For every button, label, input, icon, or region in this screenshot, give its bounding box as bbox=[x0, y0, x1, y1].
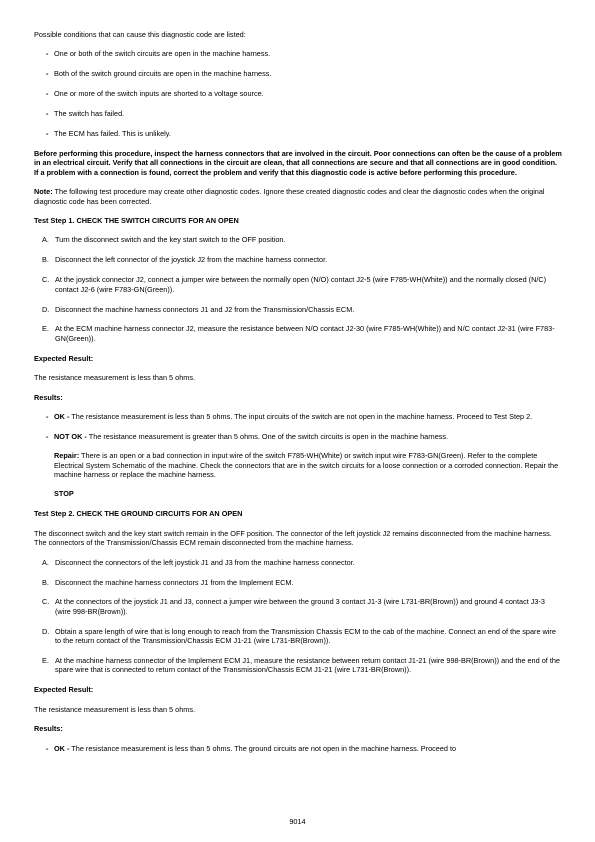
step1-list bbox=[34, 235, 562, 343]
page-number: 9014 bbox=[289, 817, 306, 826]
ok-label: OK - bbox=[54, 743, 70, 753]
step1-title: Test Step 1. CHECK THE SWITCH CIRCUITS FOR AN OPEN bbox=[34, 215, 239, 225]
item-marker: A. bbox=[42, 235, 49, 245]
item-marker: E. bbox=[42, 656, 49, 666]
stop-label: STOP bbox=[54, 489, 74, 499]
list-item bbox=[42, 656, 562, 675]
item-marker: D. bbox=[42, 626, 50, 636]
conditions-list bbox=[34, 49, 562, 138]
step1-expected-text: The resistance measurement is less than 5 ohms. bbox=[34, 373, 196, 383]
step2-expected-label: Expected Result: bbox=[34, 685, 94, 695]
note-label: Note: bbox=[34, 187, 53, 197]
list-item bbox=[42, 627, 562, 646]
list-item: - Both of the switch ground circuits are open in the machine harness. bbox=[46, 69, 562, 78]
item-text: Disconnect the connectors of the left joystick J1 and J3 from the machine harness connector. bbox=[55, 557, 355, 567]
list-item: - One or both of the switch circuits are open in the machine harness. bbox=[46, 49, 562, 58]
warning-paragraph: Before performing this procedure, inspect the harness connectors that are involved in the circuit. Poor connections can often be the cause of a problem in an electrical circuit. Verify that all connections in the circuit are clean, that all connections are secure and that all connections are in good condition. If a problem with a connection is found, correct the problem and verify that this diagnostic code is active before performing this procedure. bbox=[34, 148, 562, 177]
result-not-ok bbox=[46, 432, 562, 499]
result-ok bbox=[46, 744, 562, 753]
item-text: At the joystick connector J2, connect a jumper wire between the normally open (N/O) contact J2-5 (wire F785-WH(White)) and the normally closed (N/C) contact J2-6 (wire F783-GN(Green)). bbox=[55, 275, 547, 294]
list-item bbox=[42, 578, 562, 587]
list-item bbox=[42, 558, 562, 567]
step2-intro: The disconnect switch and the key start switch remain in the OFF position. The connector of the left joystick J2 remains disconnected from the machine harness. The connectors of the Transmission/Chassis ECM remain disconnected from the machine harness. bbox=[34, 528, 552, 548]
ok-label: OK - bbox=[54, 411, 70, 421]
item-marker: B. bbox=[42, 255, 49, 265]
item-text: Turn the disconnect switch and the key start switch to the OFF position. bbox=[55, 235, 286, 245]
repair-text: There is an open or a bad connection in input wire of the switch F785-WH(White) or switch input wire F783-GN(Green). Refer to the complete Electrical System Schematic of the machine. Check the connectors that are in the switch circuits for a loose connection or a corroded connection. Repair the machine harness or replace the machine harness. bbox=[54, 451, 559, 480]
step2-expected-text: The resistance measurement is less than 5 ohms. bbox=[34, 704, 196, 714]
item-text: Obtain a spare length of wire that is long enough to reach from the Transmission Chassis ECM to the cab of the machine. Connect an end of the spare wire to the return contact of the Transmission/Chassis ECM J1-21 (wire L731-BR(Brown)). bbox=[55, 626, 556, 646]
step1-results-list bbox=[34, 412, 562, 499]
item-text: At the connectors of the joystick J1 and J3, connect a jumper wire between the ground 3 contact J1-3 (wire L731-BR(Brown)) and ground 4 contact J3-3 (wire 998-BR(Brown)). bbox=[55, 597, 545, 616]
step2-title: Test Step 2. CHECK THE GROUND CIRCUITS FOR AN OPEN bbox=[34, 509, 243, 519]
list-item bbox=[42, 305, 562, 314]
item-marker: E. bbox=[42, 324, 49, 334]
list-item: - The ECM has failed. This is unlikely. bbox=[46, 129, 562, 138]
result-ok bbox=[46, 412, 562, 421]
item-text: At the ECM machine harness connector J2, measure the resistance between N/O contact J2-30 (wire F785-WH(White)) and N/C contact J2-31 (wire F783-GN(Green)). bbox=[55, 324, 555, 343]
repair-label: Repair: bbox=[54, 451, 80, 461]
list-item bbox=[42, 255, 562, 264]
list-item: - The switch has failed. bbox=[46, 109, 562, 118]
list-item: - One or more of the switch inputs are shorted to a voltage source. bbox=[46, 89, 562, 98]
step1-expected-label: Expected Result: bbox=[34, 353, 94, 363]
not-ok-text: The resistance measurement is greater than 5 ohms. One of the switch circuits is open in the machine harness. bbox=[86, 431, 449, 441]
ok-text: The resistance measurement is less than 5 ohms. The input circuits of the switch are not open in the machine harness. Proceed to Test Step 2. bbox=[69, 411, 533, 421]
list-item bbox=[42, 597, 562, 616]
note-text: The following test procedure may create other diagnostic codes. Ignore these created diagnostic codes and clear the diagnostic codes when the original diagnostic code has been corrected. bbox=[34, 187, 545, 206]
item-marker: C. bbox=[42, 275, 50, 285]
step1-results-label: Results: bbox=[34, 392, 63, 402]
item-marker: B. bbox=[42, 577, 49, 587]
note-paragraph bbox=[34, 187, 562, 206]
item-marker: A. bbox=[42, 557, 49, 567]
list-item bbox=[42, 235, 562, 244]
intro-text: Possible conditions that can cause this diagnostic code are listed: bbox=[34, 30, 246, 39]
document-page bbox=[34, 30, 562, 763]
step2-results-list bbox=[34, 744, 562, 753]
item-text: Disconnect the left connector of the joystick J2 from the machine harness connector. bbox=[55, 255, 328, 265]
list-item bbox=[42, 324, 562, 343]
list-item bbox=[42, 275, 562, 294]
item-text: Disconnect the machine harness connectors J1 and J2 from the Transmission/Chassis ECM. bbox=[55, 304, 355, 314]
item-text: Disconnect the machine harness connectors J1 from the Implement ECM. bbox=[55, 577, 294, 587]
not-ok-label: NOT OK - bbox=[54, 431, 87, 441]
ok-text: The resistance measurement is less than 5 ohms. The ground circuits are not open in the machine harness. Proceed to bbox=[69, 743, 457, 753]
item-text: At the machine harness connector of the Implement ECM J1, measure the resistance between return contact J1-21 (wire 998-BR(Brown)) and the end of the spare wire that is connected to return contact of the Transmission/Chassis ECM J1-21 (wire L731-BR(Brown)). bbox=[55, 656, 560, 675]
item-marker: C. bbox=[42, 597, 50, 607]
step2-results-label: Results: bbox=[34, 724, 63, 734]
item-marker: D. bbox=[42, 304, 50, 314]
repair-block bbox=[54, 451, 562, 479]
step2-list bbox=[34, 558, 562, 675]
